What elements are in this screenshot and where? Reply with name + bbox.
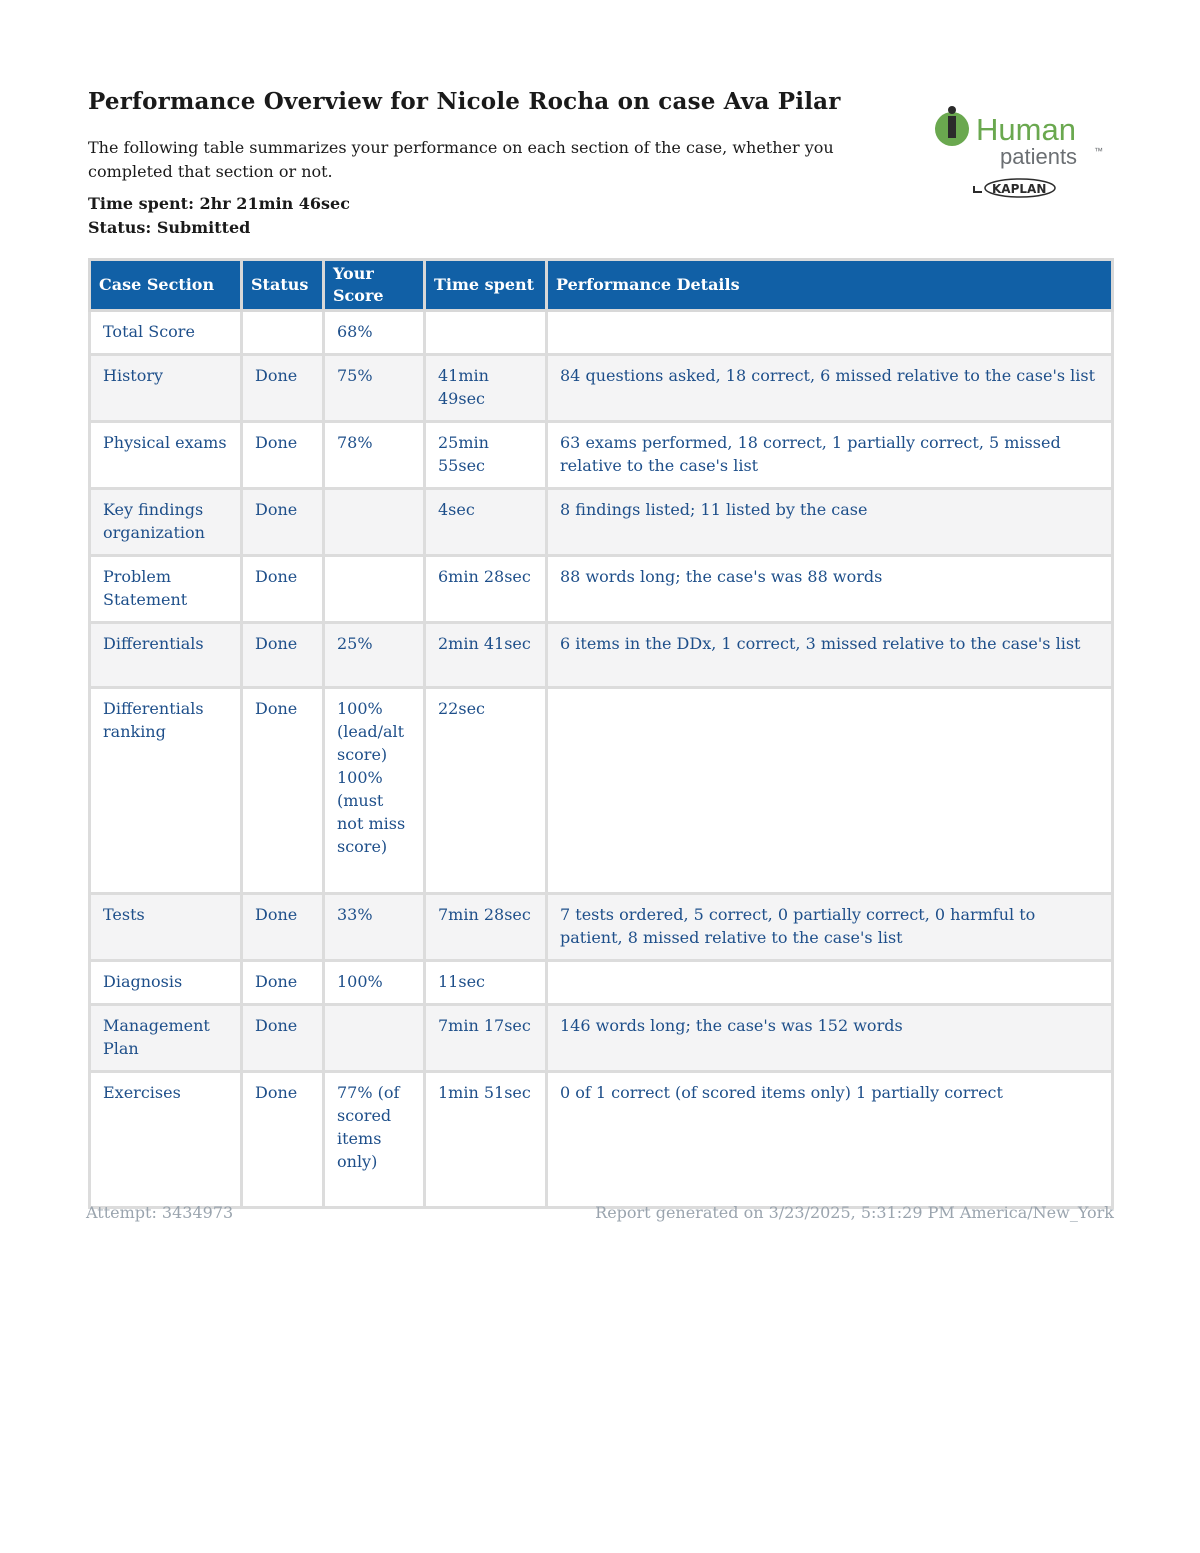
cell-section: History xyxy=(90,355,242,422)
cell-status: Done xyxy=(242,1072,324,1208)
cell-score xyxy=(324,556,425,623)
cell-section: Key findings organization xyxy=(90,489,242,556)
table-row xyxy=(90,556,1113,623)
cell-time: 25min 55sec xyxy=(425,422,547,489)
table-row xyxy=(90,1072,1113,1208)
cell-details xyxy=(547,688,1113,894)
page-title: Performance Overview for Nicole Rocha on case Ava Pilar xyxy=(88,88,841,115)
summary-meta xyxy=(88,192,1114,240)
header-case-section: Case Section xyxy=(90,260,242,311)
cell-details xyxy=(547,311,1113,355)
cell-details: 84 questions asked, 18 correct, 6 missed relative to the case's list xyxy=(547,355,1113,422)
table-header-row xyxy=(90,260,1113,311)
ihuman-kaplan-logo xyxy=(934,102,1114,198)
cell-time: 11sec xyxy=(425,961,547,1005)
logo-kaplan-text: KAPLAN xyxy=(992,182,1047,196)
cell-section: Physical exams xyxy=(90,422,242,489)
table-row xyxy=(90,422,1113,489)
table-row xyxy=(90,961,1113,1005)
cell-score: 77% (of scored items only) xyxy=(324,1072,425,1208)
cell-details: 6 items in the DDx, 1 correct, 3 missed relative to the case's list xyxy=(547,623,1113,688)
header-performance-details: Performance Details xyxy=(547,260,1113,311)
cell-section: Differentials xyxy=(90,623,242,688)
cell-details: 7 tests ordered, 5 correct, 0 partially correct, 0 harmful to patient, 8 missed relative to the case's list xyxy=(547,894,1113,961)
logo-kaplan-swoosh xyxy=(974,186,982,192)
table-row xyxy=(90,311,1113,355)
table-row xyxy=(90,688,1113,894)
cell-time xyxy=(425,311,547,355)
header-your-score: Your Score xyxy=(324,260,425,311)
cell-section: Total Score xyxy=(90,311,242,355)
logo-sub-text: patients xyxy=(1000,144,1078,169)
cell-details: 0 of 1 correct (of scored items only) 1 partially correct xyxy=(547,1072,1113,1208)
cell-details xyxy=(547,961,1113,1005)
cell-score: 75% xyxy=(324,355,425,422)
table-row xyxy=(90,489,1113,556)
cell-status xyxy=(242,311,324,355)
header-time-spent: Time spent xyxy=(425,260,547,311)
cell-section: Diagnosis xyxy=(90,961,242,1005)
cell-section: Problem Statement xyxy=(90,556,242,623)
cell-status: Done xyxy=(242,688,324,894)
cell-time: 7min 17sec xyxy=(425,1005,547,1072)
cell-section: Differentials ranking xyxy=(90,688,242,894)
cell-details: 88 words long; the case's was 88 words xyxy=(547,556,1113,623)
table-row xyxy=(90,355,1113,422)
cell-status: Done xyxy=(242,355,324,422)
cell-score xyxy=(324,489,425,556)
attempt-id: Attempt: 3434973 xyxy=(86,1203,234,1222)
cell-details: 146 words long; the case's was 152 words xyxy=(547,1005,1113,1072)
cell-score: 33% xyxy=(324,894,425,961)
cell-section: Exercises xyxy=(90,1072,242,1208)
report-footer xyxy=(86,1203,1114,1222)
table-row xyxy=(90,623,1113,688)
cell-status: Done xyxy=(242,422,324,489)
cell-score: 100% (lead/alt score) 100% (must not miss score) xyxy=(324,688,425,894)
cell-time: 2min 41sec xyxy=(425,623,547,688)
cell-time: 4sec xyxy=(425,489,547,556)
table-row xyxy=(90,894,1113,961)
cell-time: 7min 28sec xyxy=(425,894,547,961)
cell-status: Done xyxy=(242,556,324,623)
logo-brand-text: Human xyxy=(976,112,1076,147)
logo-mark-bar xyxy=(948,116,956,138)
header-status: Status xyxy=(242,260,324,311)
report-generated-timestamp: Report generated on 3/23/2025, 5:31:29 PM America/New_York xyxy=(595,1203,1114,1222)
cell-score: 78% xyxy=(324,422,425,489)
logo-tm-mark: ™ xyxy=(1094,146,1103,156)
cell-status: Done xyxy=(242,1005,324,1072)
time-spent-total: Time spent: 2hr 21min 46sec xyxy=(88,194,350,213)
cell-details: 63 exams performed, 18 correct, 1 partially correct, 5 missed relative to the case's list xyxy=(547,422,1113,489)
cell-status: Done xyxy=(242,894,324,961)
cell-status: Done xyxy=(242,489,324,556)
cell-status: Done xyxy=(242,961,324,1005)
cell-score: 25% xyxy=(324,623,425,688)
cell-details: 8 findings listed; 11 listed by the case xyxy=(547,489,1113,556)
logo-mark-dot xyxy=(948,106,956,114)
cell-score xyxy=(324,1005,425,1072)
cell-section: Management Plan xyxy=(90,1005,242,1072)
cell-time: 1min 51sec xyxy=(425,1072,547,1208)
cell-time: 41min 49sec xyxy=(425,355,547,422)
cell-score: 68% xyxy=(324,311,425,355)
cell-section: Tests xyxy=(90,894,242,961)
cell-time: 22sec xyxy=(425,688,547,894)
submission-status: Status: Submitted xyxy=(88,218,251,237)
cell-time: 6min 28sec xyxy=(425,556,547,623)
table-row xyxy=(90,1005,1113,1072)
performance-table xyxy=(88,258,1114,1209)
intro-text: The following table summarizes your performance on each section of the case, whether you completed that section or not. xyxy=(88,138,834,181)
cell-status: Done xyxy=(242,623,324,688)
cell-score: 100% xyxy=(324,961,425,1005)
report-page xyxy=(88,86,1114,1171)
